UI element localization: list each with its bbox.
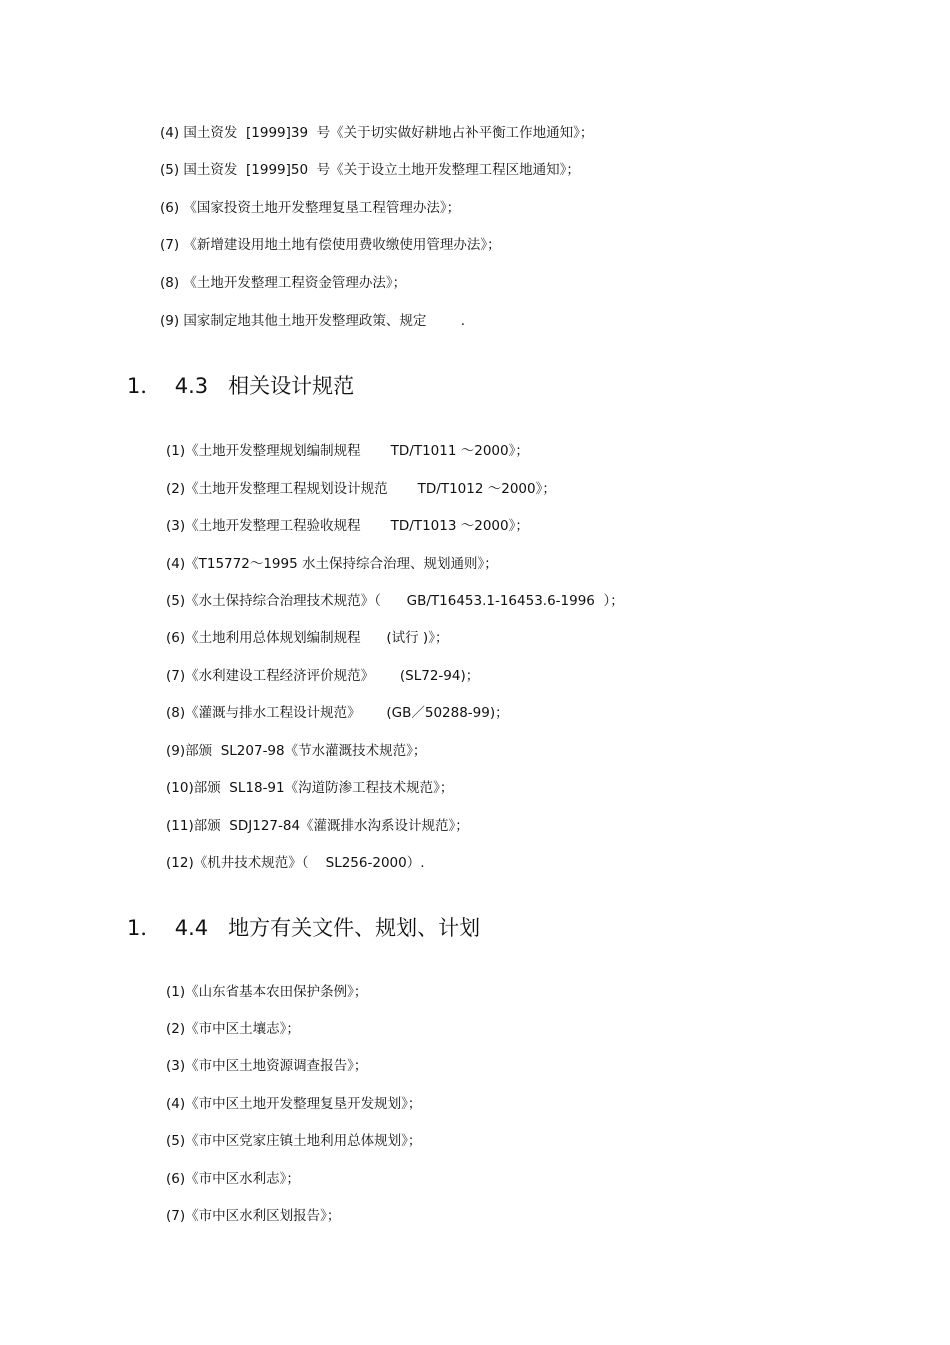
list-item: (7)《水利建设工程经济评价规范》 (SL72-94)； — [166, 668, 480, 684]
list-item: (5)《市中区党家庄镇土地利用总体规划》； — [166, 1133, 422, 1149]
list-item: (7)《市中区水利区划报告》； — [166, 1208, 341, 1224]
list-item: (4)《市中区土地开发整理复垦开发规划》； — [166, 1096, 422, 1112]
list-item: (6)《市中区水利志》； — [166, 1171, 300, 1187]
list-item: (4)《T15772～1995 水土保持综合治理、规划通则》； — [166, 556, 498, 572]
list-item: (8) 《土地开发整理工程资金管理办法》； — [160, 275, 407, 291]
section-heading-4-3: 1． 4.3 相关设计规范 — [127, 374, 355, 398]
list-item: (2)《市中区土壤志》； — [166, 1021, 300, 1037]
list-item: (11)部颁 SDJ127-84《灌溉排水沟系设计规范》； — [166, 818, 469, 834]
list-item: (2)《土地开发整理工程规划设计规范 TD/T1012 ～2000》； — [166, 481, 556, 497]
list-item: (8)《灌溉与排水工程设计规范》 (GB／50288-99)； — [166, 705, 509, 721]
section-heading-4-4: 1． 4.4 地方有关文件、规划、计划 — [127, 916, 481, 940]
list-item: (6) 《国家投资土地开发整理复垦工程管理办法》； — [160, 200, 461, 216]
list-item: (9)部颁 SL207-98《节水灌溉技术规范》； — [166, 743, 427, 759]
list-item: (9) 国家制定地其他土地开发整理政策、规定 . — [160, 313, 466, 329]
list-item: (7) 《新增建设用地土地有偿使用费收缴使用管理办法》； — [160, 237, 501, 253]
list-item: (12)《机井技术规范》（ SL256-2000）. — [166, 855, 425, 871]
list-item: (4) 国土资发 [1999]39 号《关于切实做好耕地占补平衡工作地通知》； — [160, 125, 594, 141]
list-item: (1)《土地开发整理规划编制规程 TD/T1011 ～2000》； — [166, 443, 529, 459]
list-item: (5)《水土保持综合治理技术规范》（ GB/T16453.1-16453.6-1996 ）； — [166, 593, 624, 609]
list-item: (3)《市中区土地资源调查报告》； — [166, 1058, 368, 1074]
list-item: (5) 国土资发 [1999]50 号《关于设立土地开发整理工程区地通知》； — [160, 162, 580, 178]
list-item: (3)《土地开发整理工程验收规程 TD/T1013 ～2000》； — [166, 518, 529, 534]
list-item: (6)《土地利用总体规划编制规程 (试行 )》； — [166, 630, 449, 646]
list-item: (1)《山东省基本农田保护条例》； — [166, 984, 368, 1000]
list-item: (10)部颁 SL18-91《沟道防渗工程技术规范》； — [166, 780, 454, 796]
